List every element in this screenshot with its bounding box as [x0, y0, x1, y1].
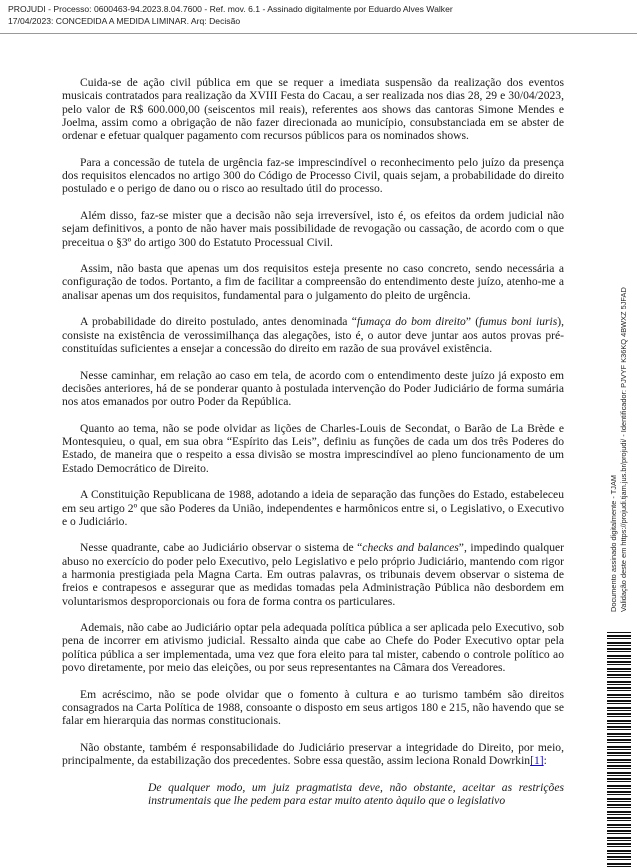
paragraph-5-emphasis-1: fumaça do bom direito: [356, 315, 466, 329]
paragraph-5-part-c: ), consiste na existência de verossimilhança das alegações, isto é, o autor deve juntar aos autos provas pré-constituídas suficientes a ensejar a concessão do direito em razão de sua provável existência.: [62, 315, 565, 355]
paragraph-12: [62, 741, 564, 768]
paragraph-6: Nesse caminhar, em relação ao caso em tela, de acordo com o entendimento deste juízo já exposto em decisões anteriores, há de se ponderar quanto à postulada intervenção do Poder Judiciário de forma sumária nos atos emanados por outro Poder da República.: [62, 368, 564, 409]
paragraph-4: Assim, não basta que apenas um dos requisitos esteja presente no caso concreto, sendo necessária a configuração de todos. Portanto, a fim de facilitar a compreensão do entendimento deste juízo, atenho-me a analisar apenas um dos requisitos, fundamental para o julgamento do pleito de urgência.: [62, 262, 564, 302]
footnote-link[interactable]: [1]: [530, 754, 544, 768]
decision-body: [62, 76, 564, 807]
paragraph-2: Para a concessão de tutela de urgência faz-se imprescindível o reconhecimento pelo juízo da presença dos requisitos elencados no artigo 300 do Código de Processo Civil, quais sejam, a probabilidade do direito postulado e o perigo de dano ou o risco ao resultado útil do processo.: [62, 155, 564, 196]
paragraph-9-part-b: ”, impedindo qualquer abuso no exercício do poder pelo Executivo, pelo Legislativo e pelo próprio Judiciário, mantendo com rigor a harmonia prestigiada pela Magna Carta. Em outras palavras, os tribunais devem observar o sistema de freios e contrapesos e assegurar que as medidas tomadas pela Administração Pública não desbordem em voluntarismos desproporcionais ou fora de forma contra os particulares.: [62, 541, 564, 608]
paragraph-9-emphasis: checks and balances: [362, 541, 459, 555]
paragraph-5-part-a: A probabilidade do direito postulado, antes denominada “: [80, 315, 357, 329]
side-validation-stamp: [605, 42, 633, 867]
barcode-icon: [607, 632, 631, 867]
paragraph-12-part-b: :: [543, 754, 547, 768]
header-status-line: 17/04/2023: CONCEDIDA A MEDIDA LIMINAR. Arq: Decisão: [8, 16, 241, 26]
paragraph-7: Quanto ao tema, não se pode olvidar as lições de Charles-Louis de Secondat, o Barão de La Brède e Montesquieu, o qual, em sua obra “Espírito das Leis”, definiu as funções de cada um dos três Poderes do Estado, de maneira que o respeito a essa divisão se mostra imprescindível ao pleno funcionamento de um Estado Democrático de Direito.: [62, 421, 564, 475]
paragraph-11: Em acréscimo, não se pode olvidar que o fomento à cultura e ao turismo também são direitos consagrados na Carta Política de 1988, consoante o disposto em seus artigos 180 e 215, não havendo que se falar em hierarquia das normas constitucionais.: [62, 687, 564, 728]
paragraph-9-part-a: Nesse quadrante, cabe ao Judiciário observar o sistema de “: [80, 541, 363, 555]
paragraph-5: [62, 315, 564, 355]
paragraph-1: Cuida-se de ação civil pública em que se requer a imediata suspensão da realização dos eventos musicais contratados para realização da XVIII Festa do Cacau, a ser realizada nos dias 28, 29 e 30/04/2023, pelo valor de R$ 600.000,00 (seiscentos mil reais), referentes aos shows das cantoras Simone Mendes e Joelma, assim como a obrigação de não fazer direcionada ao município, consubstanciada em se abster de ordenar e efetuar qualquer pagamento com recursos públicos para os nominados shows.: [62, 76, 564, 143]
document-header: [8, 3, 568, 27]
paragraph-9: [62, 541, 564, 607]
paragraph-5-part-b: ” (: [465, 315, 480, 329]
block-quote: De qualquer modo, um juiz pragmatista deve, não obstante, aceitar as restrições instrumentais que lhe pedem para estar muito atento àquilo que o legislativo: [148, 780, 564, 808]
paragraph-3: Além disso, faz-se mister que a decisão não seja irreversível, isto é, os efeitos da ordem judicial não sejam definitivos, a ponto de não haver mais possibilidade de revogação ou cassação, de acordo com o que preceitua o §3º do artigo 300 do Estatuto Processual Civil.: [62, 208, 564, 249]
paragraph-8: A Constituição Republicana de 1988, adotando a ideia de separação das funções do Estado, estabeleceu em seu artigo 2º que são Poderes da União, independentes e harmônicos entre si, o Legislativo, o Executivo e o Judiciário.: [62, 488, 564, 528]
header-divider: [0, 33, 637, 34]
paragraph-10: Ademais, não cabe ao Judiciário optar pela adequada política pública a ser aplicada pelo Executivo, sob pena de incorrer em ativismo judicial. Ressalto ainda que cabe ao Chefe do Poder Executivo optar pela política pública a ser implementada, uma vez que fora eleito para tal mister, cabendo o controle político ao povo diretamente, por meio das eleições, ou por seus representantes na Câmara dos Vereadores.: [62, 621, 564, 675]
paragraph-12-part-a: Não obstante, também é responsabilidade do Judiciário preservar a integridade do Direito, por meio, principalmente, da estabilização dos precedentes. Sobre essa questão, assim leciona Ronald Dowrkin: [62, 740, 564, 768]
side-stamp-line-1: Documento assinado digitalmente - TJAM: [609, 474, 618, 612]
header-signature-line: PROJUDI - Processo: 0600463-94.2023.8.04.7600 - Ref. mov. 6.1 - Assinado digitalmente por Eduardo Alves Walker: [8, 4, 453, 14]
side-stamp-text: [609, 192, 631, 612]
side-stamp-line-2: Validação deste em https://projudi.tjam.jus.br/projudi/ - Identificador: PJVYF K36KQ 4BWXZ 5JFAD: [619, 287, 628, 612]
paragraph-5-emphasis-2: fumus boni iuris: [479, 315, 558, 329]
